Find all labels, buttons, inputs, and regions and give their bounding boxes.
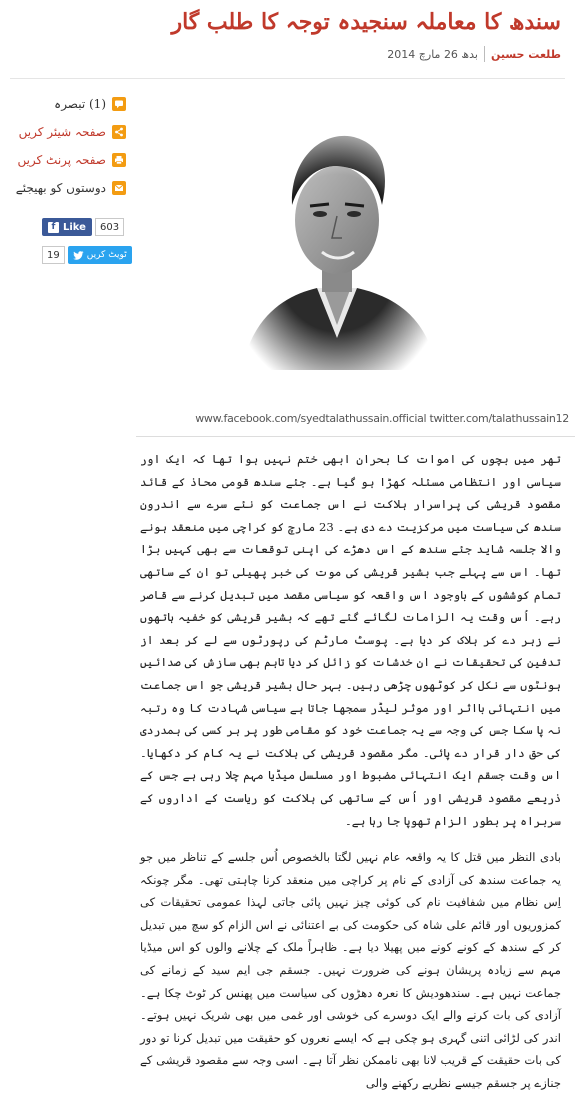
tweet-button[interactable] bbox=[68, 246, 132, 264]
share-icon bbox=[112, 125, 126, 139]
byline-divider bbox=[484, 46, 485, 62]
facebook-like-label: Like bbox=[63, 221, 86, 233]
email-link-label: دوستوں کو بھیجئے bbox=[15, 181, 106, 195]
photo-credit[interactable]: www.facebook.com/syedtalathussain.official twitter.com/talathussain12 bbox=[195, 412, 569, 425]
comment-link-label: (1) تبصرہ bbox=[54, 97, 106, 111]
article-paragraph: بادی النظر میں قتل کا یہ واقعہ عام نہیں لگتا بالخصوص اُس جلسے کے تناظر میں جو یہ جماعت سندھ کی آزادی کے نام پر کراچی میں منعقد کرنا چاہتی تھی۔ مگر چونکہ اِس نظام میں شفافیت نام کی کوئی چیز نہیں پائی جاتی لہذا عمومی تحقیقات کی کمزوریوں اور قائم علی شاہ کی حکومت کی بے اعتنائی نے اس الزام کو سچ میں تبدیل کر کے سندھ کے کونے کونے میں پھیلا دیا ہے۔ ظاہراً ملک کے چلانے والوں کو اس میڈیا مہم سے زیادہ پریشان ہونے کی ضرورت نہیں۔ جسقم جی ایم سید کے زمانے کی جماعت نہیں ہے۔ سندھودیش کا نعرہ دھڑوں کی سیاست میں پھنس کر ٹوٹ چکا ہے۔ آزادی کی بات کرنے والے ایک دوسرے کی خوشی اور غمی میں بھی شریک نہیں ہوتے۔ اندر کی لڑائی اتنی گہری ہو چکی ہے کہ ایسے نعروں کو حقیقت میں تبدیل کرنا تو دور کی بات حقیقت کے قریب لانا بھی ناممکن نظر آتا ہے۔ اسی وجہ سے مقصود قریشی کے جنازے پر جسقم جیسے نظریے رکھنے والی bbox=[140, 850, 561, 1091]
facebook-icon: f bbox=[48, 222, 59, 233]
facebook-like-button[interactable] bbox=[42, 218, 92, 236]
share-link-label: صفحہ شیئر کریں bbox=[18, 125, 106, 139]
facebook-like-count: 603 bbox=[95, 218, 124, 236]
facebook-like-widget bbox=[42, 218, 124, 236]
print-link-label: صفحہ پرنٹ کریں bbox=[17, 153, 106, 167]
tweet-label: ٹویٹ کریں bbox=[86, 250, 127, 260]
twitter-bird-icon bbox=[73, 251, 84, 260]
article-paragraph: تھر میں بچوں کی اموات کا بحران ابھی ختم نہیں ہوا تھا کہ ایک اور سیاسی اور انتظامی مسئلہ کھڑا ہو گیا ہے۔ جئے سندھ قومی محاذ کے قائد مقصود قریشی کی پراسرار ہلاکت نے اس جماعت کو نئے سرے سے اندرون سندھ کی سیاست میں مرکزیت دے دی ہے۔ 23 مارچ کو کراچی میں منعقد ہونے والا جلسہ شاید جئے سندھ کے اس دھڑے کی اپنی توقعات سے بھی کہیں بڑا تھا۔ اس سے پہلے جب بشیر قریشی کی موت کی خبر پھیلی تو ان کے ساتھی تمام کوششوں کے باوجود اس واقعہ کو سیاسی مقصد میں تبدیل کرنے سے قاصر رہے۔ اُس وقت یہ الزامات لگائے گئے تھے کہ بشیر قریشی کو خفیہ ہاتھوں نے زہر دے کر ہلاک کر دیا ہے۔ پوسٹ مارٹم کی رپورٹوں سے لے کر بعد از تدفین کی تحقیقات نے ان خدشات کو زائل کر دیا تاہم بھی سازش کی صدائیں ہونٹوں سے نکل کر کوٹھوں چڑھی رہیں۔ بہر حال بشیر قریشی جو اس جماعت میں انتہائی بااثر اور موثر لیڈر سمجھا جاتا ہے سیاسی شہادت کا وہ رتبہ نہ پا سکا جس کی وجہ سے یہ جماعت خود کو مقامی طور پر ہر کسی کی ہمدردی کی حق دار قرار دے پائی۔ مگر مقصود قریشی کی ہلاکت نے یہ کام کر دکھایا۔ اس وقت جسقم ایک انتہائی مضبوط اور مسلسل میڈیا مہم چلا رہی ہے جس کے ذریعے مقصود قریشی اور اُس کے ساتھی کی ہلاکت کو ریاست کے اداروں کے سربراہ پر بطور الزام تھوپا جا رہا ہے۔ bbox=[140, 452, 561, 828]
byline bbox=[387, 46, 561, 62]
comment-icon bbox=[112, 97, 126, 111]
share-link[interactable] bbox=[8, 118, 126, 146]
email-link[interactable] bbox=[8, 174, 126, 202]
print-link[interactable] bbox=[8, 146, 126, 174]
author-photo bbox=[232, 110, 442, 370]
article-headline: سندھ کا معاملہ سنجیدہ توجہ کا طلب گار bbox=[171, 9, 561, 35]
article-tools bbox=[8, 90, 126, 202]
author-name[interactable]: طلعت حسین bbox=[490, 47, 561, 61]
header-divider bbox=[10, 78, 565, 79]
article-body bbox=[140, 448, 561, 1109]
print-icon bbox=[112, 153, 126, 167]
mail-icon bbox=[112, 181, 126, 195]
tweet-count: 19 bbox=[42, 246, 65, 264]
publish-date: بدھ 26 مارچ 2014 bbox=[387, 47, 478, 61]
credit-divider bbox=[136, 436, 575, 437]
comment-link[interactable] bbox=[8, 90, 126, 118]
twitter-widget bbox=[42, 246, 132, 264]
